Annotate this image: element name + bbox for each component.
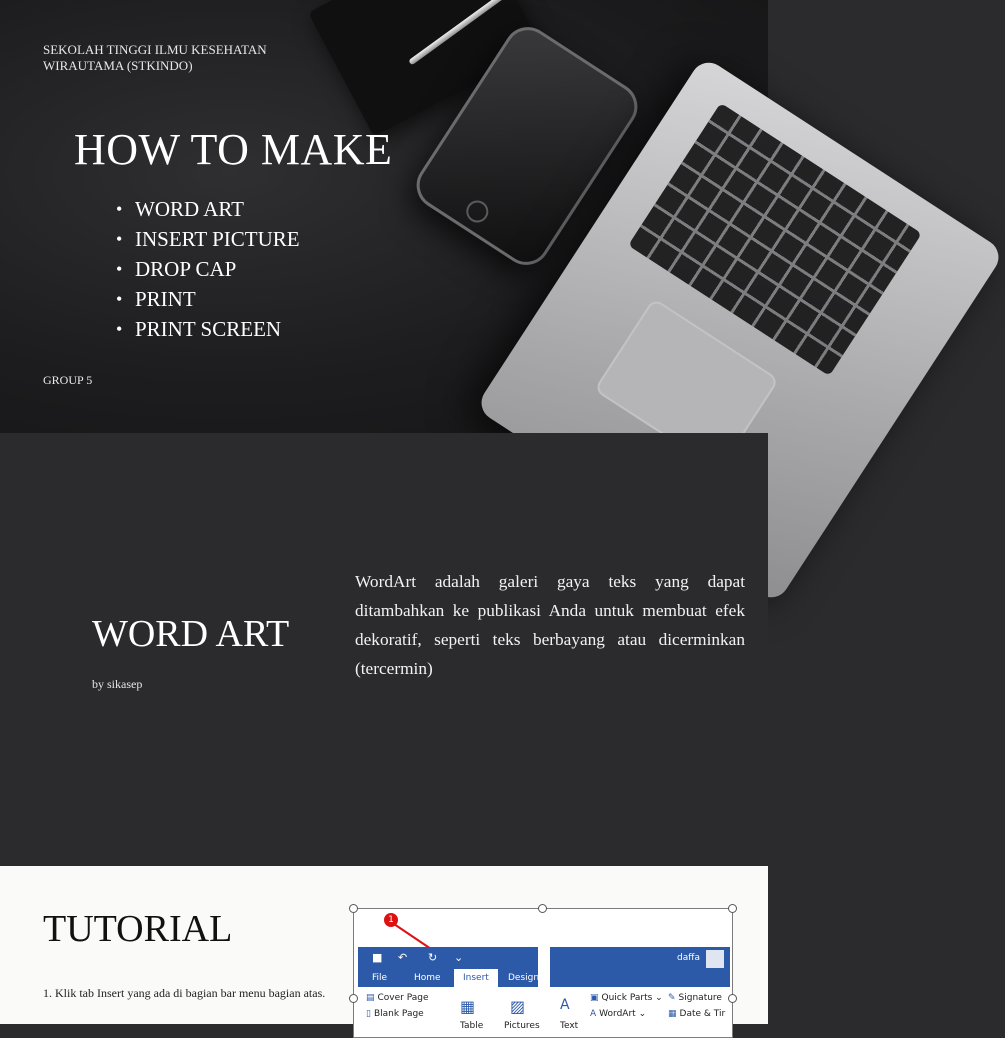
tutorial-slide [0,866,768,1031]
save-icon: ■ [372,951,383,964]
resize-handle[interactable] [349,904,358,913]
tab-home[interactable]: Home [414,973,441,983]
wordart-icon: A [590,1009,597,1019]
topic-list [116,194,300,344]
quick-parts-icon: ▣ [590,993,599,1003]
section-title: WORD ART [92,613,290,655]
page-icon: ▤ [366,993,375,1003]
topic-item: • WORD ART [116,194,300,224]
topic-item: • PRINT SCREEN [116,314,300,344]
cover-page-command[interactable]: ▤ Cover Page [366,993,429,1003]
ribbon-tabs [358,947,538,987]
table-icon: ▦ [460,997,476,1016]
resize-handle[interactable] [538,904,547,913]
title-slide [0,0,768,433]
text-box-icon: A [560,997,570,1013]
redo-icon: ↻ [428,951,438,964]
undo-icon: ↶ [398,951,408,964]
wordart-slide [0,433,768,866]
tab-design[interactable]: Design [508,973,540,983]
slide-title: HOW TO MAKE [74,125,393,174]
table-command[interactable]: Table [460,1021,484,1031]
tutorial-title: TUTORIAL [43,908,233,950]
tab-file[interactable]: File [372,973,388,983]
customize-icon: ⌄ [454,951,464,964]
signature-icon: ✎ [668,993,676,1003]
tutorial-step: 1. Klik tab Insert yang ada di bagian bar menu bagian atas. [43,986,326,1000]
topic-item: • DROP CAP [116,254,300,284]
resize-handle[interactable] [728,994,737,1003]
wordart-command[interactable]: A WordArt ⌄ [590,1009,647,1019]
user-name: daffa [677,953,700,963]
topic-item: • INSERT PICTURE [116,224,300,254]
text-command[interactable]: Text [560,1021,579,1031]
pictures-icon: ▨ [510,997,526,1016]
signature-command[interactable]: ✎ Signature [668,993,722,1003]
group-label: GROUP 5 [43,373,93,387]
calendar-icon: ▦ [668,1009,677,1019]
quick-parts-command[interactable]: ▣ Quick Parts ⌄ [590,993,663,1003]
description: WordArt adalah galeri gaya teks yang dapat ditambahkan ke publikasi Anda untuk membuat efek dekoratif, seperti teks berbayang atau dicerminkan (tercermin) [355,572,745,678]
byline: by sikasep [92,677,143,691]
resize-handle[interactable] [349,994,358,1003]
page-icon: ▯ [366,1009,371,1019]
school-name: SEKOLAH TINGGI ILMU KESEHATAN WIRAUTAMA (STKINDO) [43,42,267,73]
word-ribbon-screenshot [353,908,733,1038]
annotation-marker: 1 [384,913,398,927]
resize-handle[interactable] [728,904,737,913]
ribbon-user-area [550,947,730,987]
blank-page-command[interactable]: ▯ Blank Page [366,1009,424,1019]
tab-insert[interactable]: Insert [454,969,498,987]
pictures-command[interactable]: Pictures [504,1021,540,1031]
topic-item: • PRINT [116,284,300,314]
avatar [706,950,724,968]
date-time-command[interactable]: ▦ Date & Tir [668,1009,726,1019]
